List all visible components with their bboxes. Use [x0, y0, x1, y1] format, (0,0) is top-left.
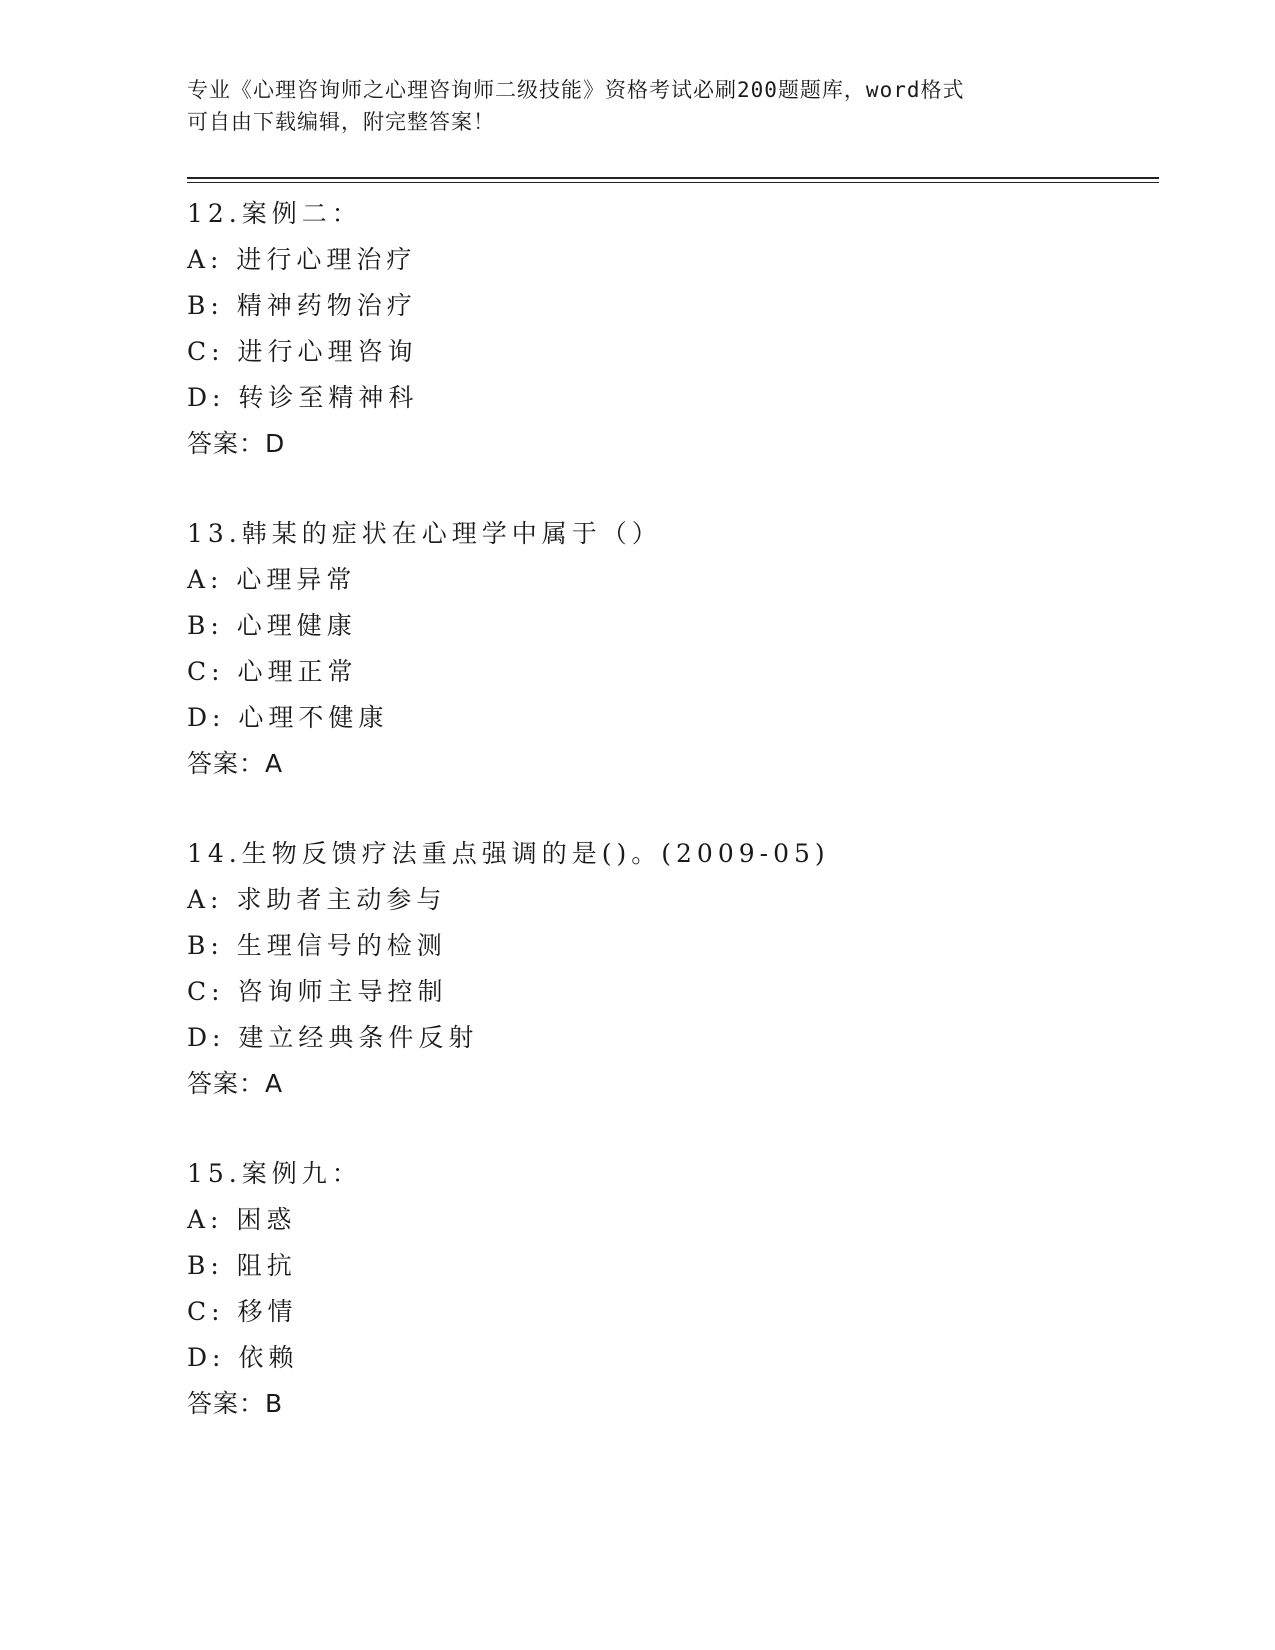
answer-line: 答案：B — [187, 1389, 284, 1418]
option-c: C: 心理正常 — [187, 657, 358, 686]
option-a: A: 困惑 — [187, 1205, 297, 1234]
option-a: A: 进行心理治疗 — [187, 245, 417, 274]
option-c: C: 咨询师主导控制 — [187, 977, 448, 1006]
option-c: C: 进行心理咨询 — [187, 337, 418, 366]
question-14 — [187, 831, 1147, 1107]
option-b: B: 阻抗 — [187, 1251, 297, 1280]
option-a: A: 心理异常 — [187, 565, 357, 594]
option-c: C: 移情 — [187, 1297, 298, 1326]
option-a: A: 求助者主动参与 — [187, 885, 447, 914]
question-stem: 15.案例九： — [187, 1159, 362, 1188]
header-divider-thick — [187, 177, 1159, 179]
question-15 — [187, 1151, 1147, 1427]
question-13 — [187, 511, 1147, 787]
document-header — [187, 74, 1087, 138]
option-d: D: 心理不健康 — [187, 703, 389, 732]
option-b: B: 精神药物治疗 — [187, 291, 417, 320]
option-d: D: 建立经典条件反射 — [187, 1023, 479, 1052]
answer-line: 答案：A — [187, 749, 284, 778]
option-b: B: 生理信号的检测 — [187, 931, 447, 960]
answer-line: 答案：D — [187, 429, 286, 458]
question-12 — [187, 191, 1147, 467]
answer-line: 答案：A — [187, 1069, 284, 1098]
question-stem: 12.案例二： — [187, 199, 362, 228]
header-line-1: 专业《心理咨询师之心理咨询师二级技能》资格考试必刷200题题库，word格式 — [187, 78, 965, 102]
header-line-2: 可自由下载编辑，附完整答案！ — [187, 110, 495, 134]
question-stem: 14.生物反馈疗法重点强调的是()。(2009-05) — [187, 839, 830, 868]
question-list — [187, 191, 1147, 1471]
header-divider-thin — [187, 182, 1159, 183]
question-stem: 13.韩某的症状在心理学中属于（） — [187, 519, 662, 548]
option-d: D: 转诊至精神科 — [187, 383, 419, 412]
option-b: B: 心理健康 — [187, 611, 357, 640]
option-d: D: 依赖 — [187, 1343, 299, 1372]
